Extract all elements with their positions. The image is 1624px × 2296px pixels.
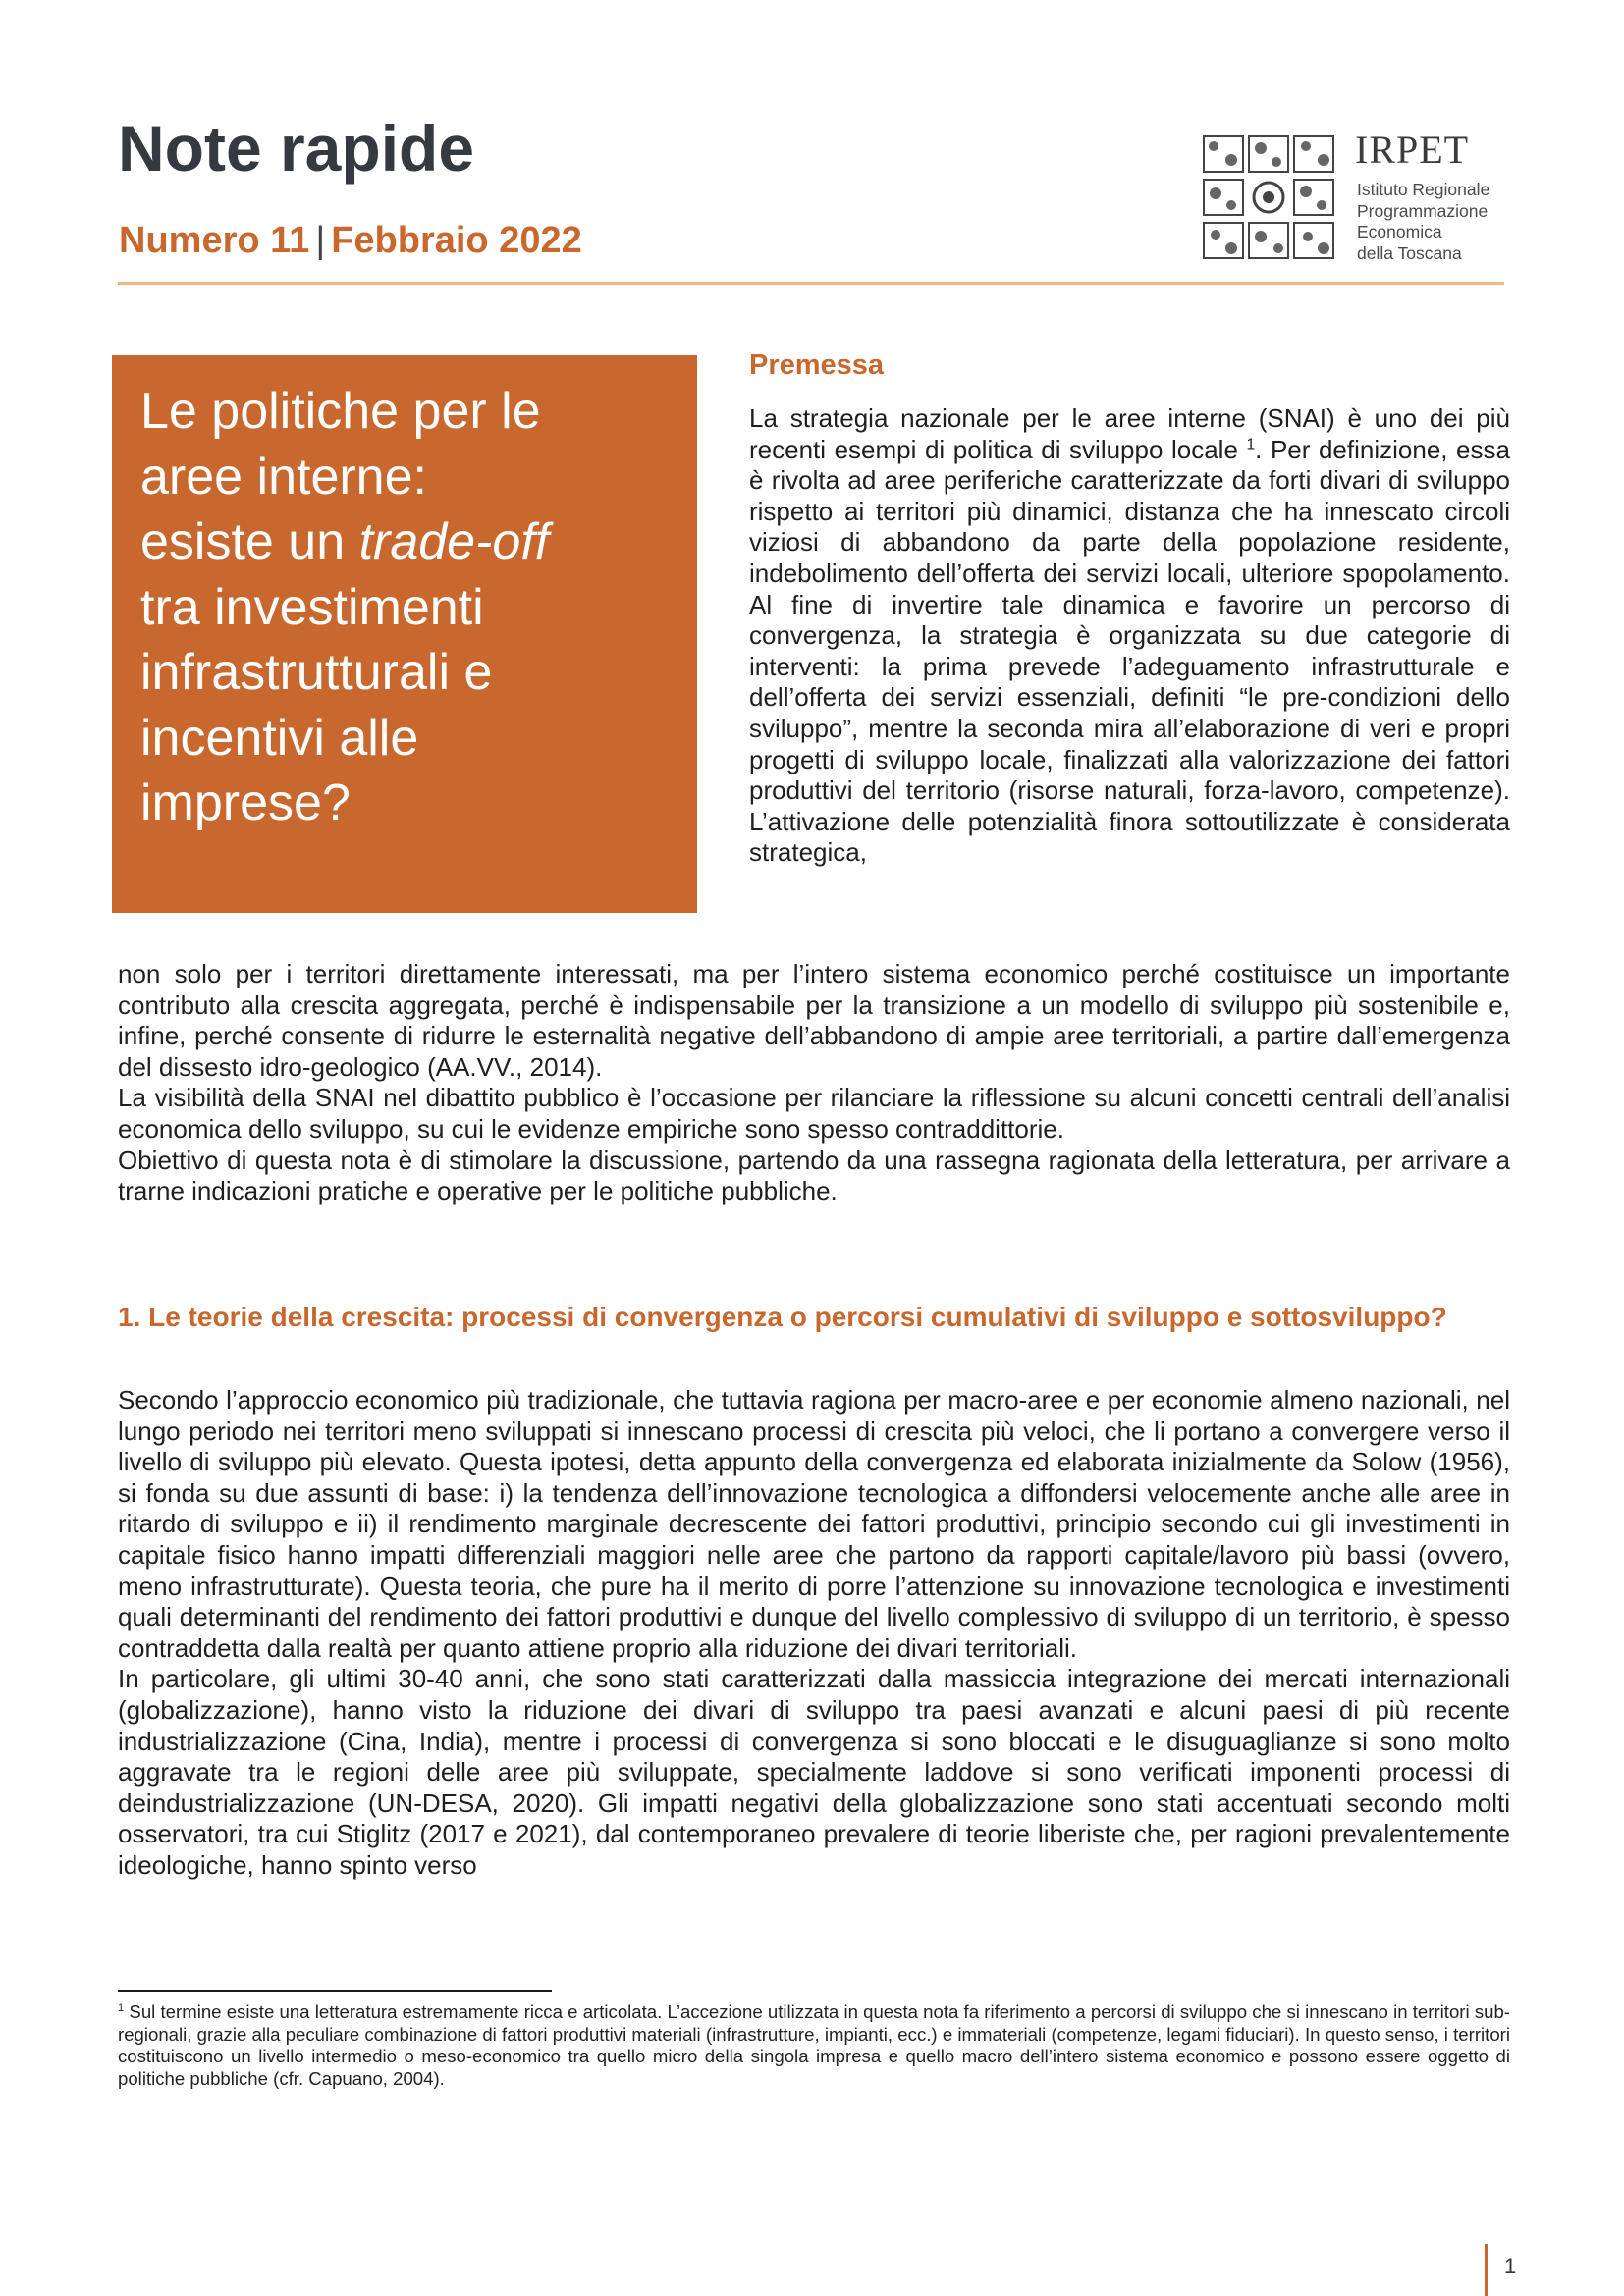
page-number: 1 [1504, 2254, 1517, 2278]
italic-term: trade-off [358, 513, 550, 570]
section-1-paragraph-2: In particolare, gli ultimi 30-40 anni, che sono stati caratterizzati dalla massiccia integrazione dei mercati internazionali (globalizzazione), hanno visto la riduzione dei divari di sviluppo tra paesi avanzati e alcuni paesi di più recente industrializzazione (Cina, India), mentre i processi di convergenza si sono bloccati e le disuguaglianze si sono molto aggravate tra le regioni delle aree più sviluppate, specialmente laddove si sono verificati imponenti processi di deindustrializzazione (UN-DESA, 2020). Gli impatti negativi della globalizzazione sono stati accentuati secondo molti osservatori, tra cui Stiglitz (2017 e 2021), dal contemporaneo prevalere di teorie liberiste che, per ragioni prevalentemente ideologiche, hanno spinto verso [118, 1664, 1510, 1880]
article-title: Le politiche per le aree interne: esiste un trade-off tra investimenti infrastrutturali e incentivi alle imprese? [140, 383, 550, 831]
page-number-bar [1485, 2244, 1488, 2296]
page-title: Note rapide [118, 112, 475, 185]
section-1-body [118, 1385, 1510, 1882]
issue-separator: | [315, 220, 326, 261]
logo-subtitle: Istituto Regionale Programmazione Economica della Toscana [1357, 180, 1490, 263]
issue-line [119, 222, 582, 259]
logo-mosaic-icon [1202, 134, 1347, 262]
footnote-divider [118, 1990, 552, 1992]
irpet-logo [1202, 128, 1512, 268]
footnote-reference[interactable]: 1 [1246, 435, 1256, 453]
article-title-box [112, 355, 697, 913]
issue-date: Febbraio 2022 [331, 220, 582, 261]
premessa-paragraph-top: La strategia nazionale per le aree interne (SNAI) è uno dei più recenti esempi di politica di sviluppo locale $^1$. Per definizione, essa è rivolta ad aree periferiche caratterizzate da forti divari di sviluppo rispetto ai territori più dinamici, distanza che ha innescato circoli viziosi di abbandono da parte della popolazione residente, indebolimento dell’offerta dei servizi locali, ulteriore spopolamento. Al fine di invertire tale dinamica e favorire un percorso di convergenza, la strategia è organizzata su due categorie di interventi: la prima prevede l’adeguamento infrastrutturale e dell’offerta dei servizi essenziali, definiti “le pre-condizioni dello sviluppo”, mentre la seconda mira all’elaborazione di veri e propri progetti di sviluppo locale, finalizzati alla valorizzazione dei fattori produttivi del territorio (risorse naturali, forza-lavoro, competenze). L’attivazione delle potenzialità finora sottoutilizzate è considerata strategica, [749, 403, 1510, 868]
logo-name: IRPET [1355, 128, 1470, 172]
premessa-paragraph-3: Obiettivo di questa nota è di stimolare la discussione, partendo da una rassegna ragionata della letteratura, per arrivare a trarne indicazioni pratiche e operative per le politiche pubbliche. [118, 1145, 1510, 1206]
premessa-heading: Premessa [749, 349, 885, 381]
section-1-heading: 1. Le teorie della crescita: processi di convergenza o percorsi cumulativi di sviluppo e sottosviluppo? [118, 1302, 1447, 1332]
issue-number: Numero 11 [119, 220, 310, 261]
section-1-paragraph-1: Secondo l’approccio economico più tradizionale, che tuttavia ragiona per macro-aree e per economie almeno nazionali, nel lungo periodo nei territori meno sviluppati si innescano processi di crescita più veloci, che li portano a convergere verso il livello di sviluppo più elevato. Questa ipotesi, detta appunto della convergenza ed elaborata inizialmente da Solow (1956), si fonda su due assunti di base: i) la tendenza dell’innovazione tecnologica a diffondersi velocemente anche alle aree in ritardo di sviluppo e ii) il rendimento marginale decrescente dei fattori produttivi, principio secondo cui gli investimenti in capitale fisico hanno impatti differenziali maggiori nelle aree che partono da rapporti capitale/lavoro più bassi (ovvero, meno infrastrutturate). Questa teoria, che pure ha il merito di porre l’attenzione su innovazione tecnologica e investimenti quali determinanti del rendimento dei fattori produttivi e dunque del livello complessivo di sviluppo di un territorio, è spesso contraddetta dalla realtà per quanto attiene proprio alla riduzione dei divari territoriali. [118, 1385, 1510, 1663]
footnote: $^1$ Sul termine esiste una letteratura estremamente ricca e articolata. L’accezione utilizzata in questa nota fa riferimento a percorsi di sviluppo che si innescano in territori sub-regionali, grazie alla peculiare combinazione di fattori produttivi materiali (infrastrutture, impianti, ecc.) e immateriali (competenze, legami fiduciari). In questo senso, i territori costituiscono un livello intermedio o meso-economico tra quello micro della singola impresa e quello macro dell’intero sistema economico e possono essere oggetto di politiche pubbliche (cfr. Capuano, 2004). [118, 2002, 1510, 2089]
header-divider [118, 282, 1504, 285]
premessa-paragraph-1-end: non solo per i territori direttamente interessati, ma per l’intero sistema economico perché costituisce un importante contributo alla crescita aggregata, perché è indispensabile per la transizione a un modello di sviluppo più sostenibile e, infine, perché consente di ridurre le esternalità negative dell’abbandono di ampie aree territoriali, a partire dall’emergenza del dissesto idro-geologico (AA.VV., 2014). [118, 959, 1510, 1082]
footnote-mark: 1 [118, 2002, 125, 2014]
premessa-continuation [118, 959, 1510, 1207]
premessa-paragraph-2: La visibilità della SNAI nel dibattito pubblico è l’occasione per rilanciare la riflessione su alcuni concetti centrali dell’analisi economica dello sviluppo, su cui le evidenze empiriche sono spesso contraddittorie. [118, 1083, 1510, 1144]
